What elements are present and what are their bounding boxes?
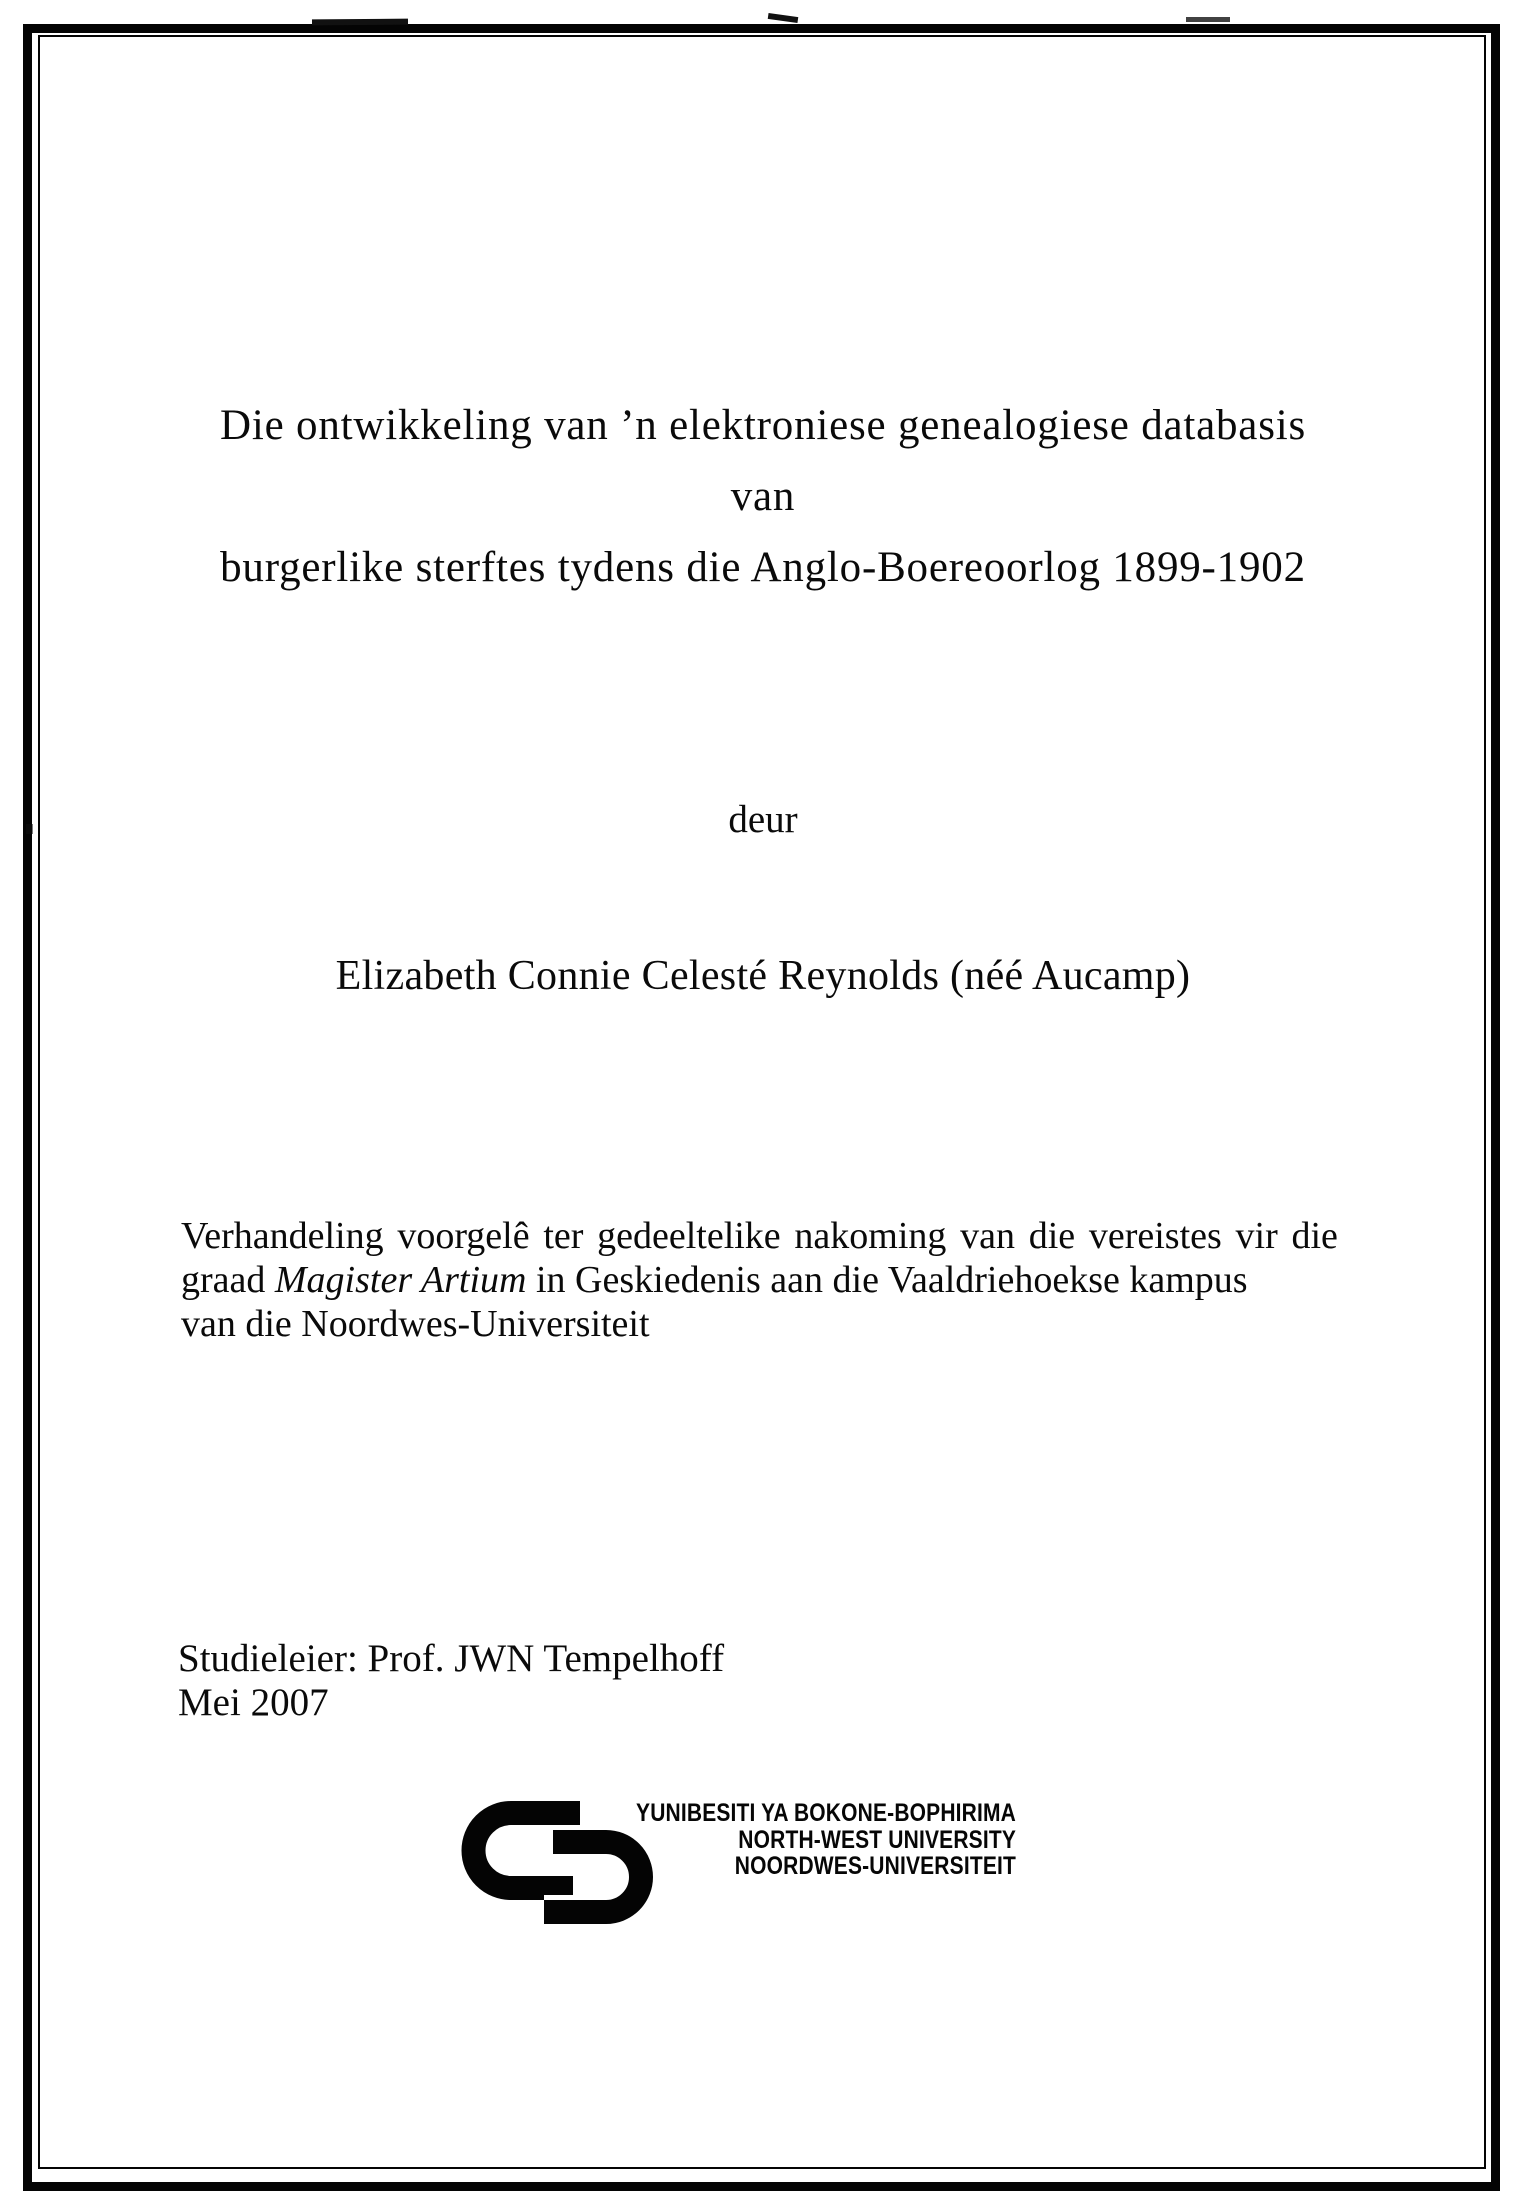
logo-wordmark	[616, 1800, 1016, 1880]
byline-deur: deur	[728, 798, 798, 841]
author-name: Elizabeth Connie Celesté Reynolds (néé Aucamp)	[335, 953, 1191, 999]
thesis-title-line-1: Die ontwikkeling van ’n elektroniese genealogiese databasis van	[219, 402, 1307, 520]
supervisor-block	[178, 1637, 724, 1725]
scan-artifact	[26, 824, 33, 834]
declaration-line-2-post: in Geskiedenis aan die Vaaldriehoekse kampus	[526, 1259, 1248, 1301]
logo-text-setswana: YUNIBESITI YA BOKONE-BOPHIRIMA	[636, 1799, 1016, 1827]
scan-artifact	[312, 19, 408, 26]
scan-artifact	[1186, 17, 1230, 22]
scan-artifact	[768, 13, 799, 23]
declaration-line-2-pre: graad	[181, 1259, 275, 1301]
date-line: Mei 2007	[178, 1681, 329, 1724]
logo-text-english: NORTH-WEST UNIVERSITY	[738, 1825, 1016, 1854]
declaration-line-2	[181, 1258, 1338, 1302]
declaration-line-1: Verhandeling voorgelê ter gedeeltelike nakoming van die vereistes vir die	[181, 1215, 1338, 1257]
thesis-title	[183, 390, 1343, 603]
degree-declaration	[181, 1214, 1338, 1346]
thesis-title-line-2: burgerlike sterftes tydens die Anglo-Boereoorlog 1899-1902	[220, 544, 1306, 591]
supervisor-line: Studieleier: Prof. JWN Tempelhoff	[178, 1637, 725, 1680]
declaration-degree-name: Magister Artium	[274, 1259, 527, 1301]
logo-text-afrikaans: NOORDWES-UNIVERSITEIT	[734, 1852, 1016, 1880]
declaration-line-3: van die Noordwes-Universiteit	[181, 1303, 650, 1345]
